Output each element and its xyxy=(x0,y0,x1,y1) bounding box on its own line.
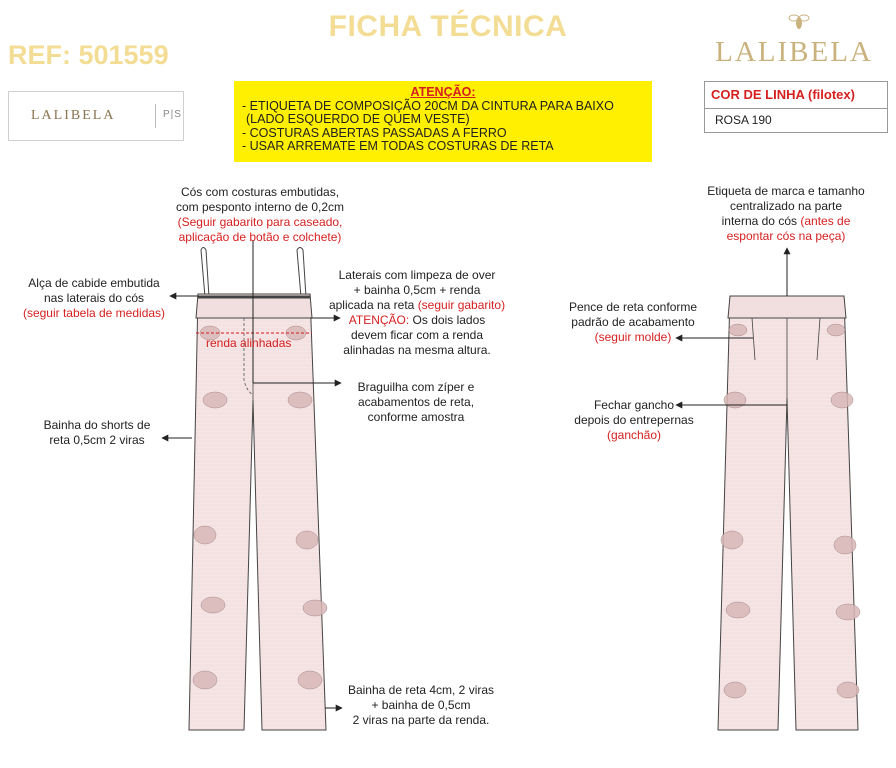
logo-ps: P|S xyxy=(163,109,182,120)
note-crotch: Fechar gancho depois do entrepernas (ganchão) xyxy=(574,398,694,442)
note-shorts-hem: Bainha do shorts de reta 0,5cm 2 viras xyxy=(43,418,151,447)
thread-color-value: ROSA 190 xyxy=(715,113,772,127)
attention-line: - USAR ARREMATE EM TODAS COSTURAS DE RETA xyxy=(242,139,554,154)
back-trousers-body xyxy=(718,296,858,730)
attention-heading: ATENÇÃO: xyxy=(410,85,476,99)
note-hem: Bainha de reta 4cm, 2 viras + bainha de 0,5cm 2 viras na parte da renda. xyxy=(347,683,495,727)
brand-logo: LALIBELA xyxy=(715,36,873,68)
note-hanger-loop: Alça de cabide embutida nas laterais do cós (seguir tabela de medidas) xyxy=(22,276,166,320)
back-waistband xyxy=(728,296,846,318)
attention-line: (LADO ESQUERDO DE QUEM VESTE) xyxy=(246,112,470,127)
attention-line: - ETIQUETA DE COMPOSIÇÃO 20CM DA CINTURA PARA BAIXO xyxy=(242,98,614,113)
page-title: FICHA TÉCNICA xyxy=(328,10,568,43)
note-darts: Pence de reta conforme padrão de acabamento (seguir molde) xyxy=(568,300,698,344)
logo-name: LALIBELA xyxy=(31,108,116,123)
front-trousers-drawing xyxy=(189,248,327,731)
note-brand-label: Etiqueta de marca e tamanho centralizado na parte interna do cós (antes de espontar cós na peça) xyxy=(707,184,865,243)
note-waistband: Cós com costuras embutidas, com pesponto interno de 0,2cm (Seguir gabarito para caseado, aplicação de botão e colchete) xyxy=(175,185,345,244)
hanger-loop-left xyxy=(201,248,209,298)
attention-line: - COSTURAS ABERTAS PASSADAS A FERRO xyxy=(242,125,507,140)
hanger-loop-right xyxy=(297,248,306,298)
front-trousers-body xyxy=(189,294,326,730)
back-trousers-drawing xyxy=(718,296,860,730)
note-lace-aligned: renda alinhadas xyxy=(206,336,292,350)
thread-color-label: COR DE LINHA (filotex) xyxy=(711,87,855,102)
reference-code: REF: 501559 xyxy=(8,40,169,70)
note-fly: Braguilha com zíper e acabamentos de reta, conforme amostra xyxy=(357,380,475,424)
note-side-seams: Laterais com limpeza de over + bainha 0,5cm + renda aplicada na reta (seguir gabarito) ATENÇÃO: Os dois lados devem ficar com a renda alinhadas na mesma altura. xyxy=(328,268,506,357)
